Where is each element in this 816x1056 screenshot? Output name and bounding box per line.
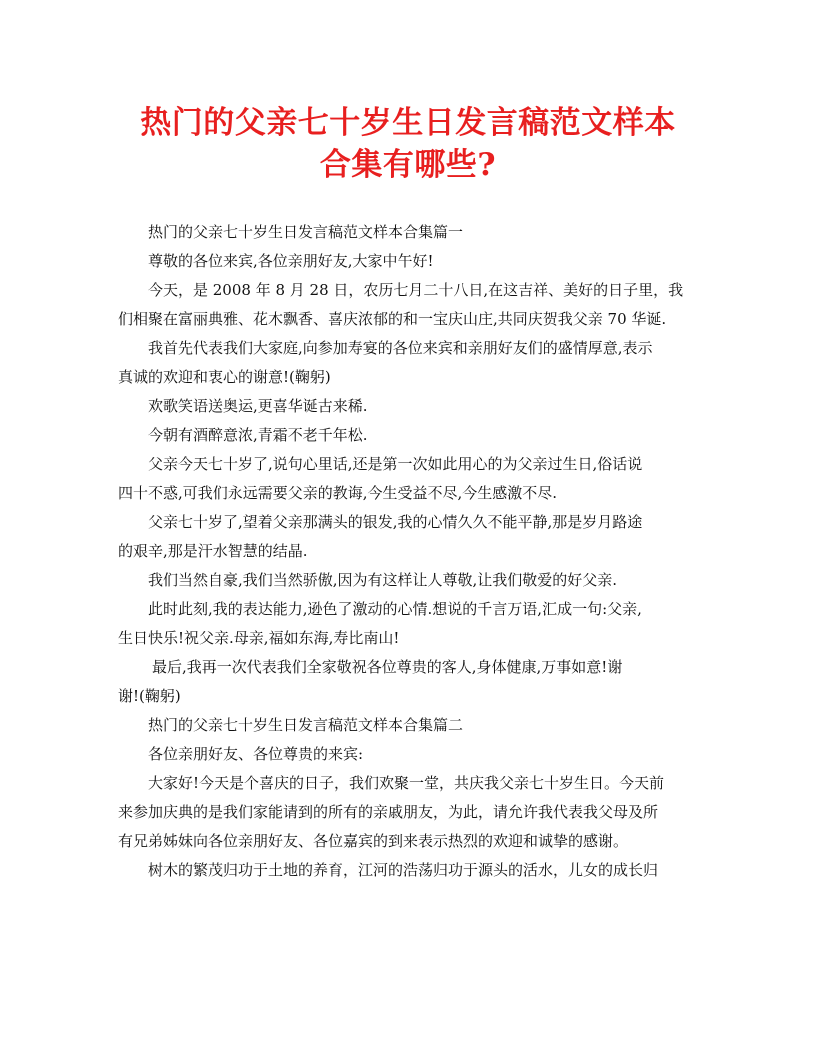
paragraph-line: 我们当然自豪,我们当然骄傲,因为有这样让人尊敬,让我们敬爱的好父亲.	[148, 571, 618, 589]
paragraph-line: 欢歌笑语送奥运,更喜华诞古来稀.	[148, 397, 368, 415]
paragraph-line: 有兄弟姊妹向各位亲朋好友、各位嘉宾的到来表示热烈的欢迎和诚挚的感谢。	[118, 832, 629, 850]
document-title	[118, 102, 698, 186]
paragraph-line: 我首先代表我们大家庭,向参加寿宴的各位来宾和亲朋好友们的盛情厚意,表示	[148, 339, 653, 357]
title-line: 合集有哪些?	[319, 147, 497, 183]
paragraph-line: 父亲七十岁了,望着父亲那满头的银发,我的心情久久不能平静,那是岁月路途	[148, 513, 643, 531]
paragraph-line: 父亲今天七十岁了,说句心里话,还是第一次如此用心的为父亲过生日,俗话说	[148, 455, 643, 473]
paragraph-line: 生日快乐!祝父亲.母亲,福如东海,寿比南山!	[118, 629, 400, 647]
paragraph-line: 最后,我再一次代表我们全家敬祝各位尊贵的客人,身体健康,万事如意!谢	[152, 658, 623, 676]
paragraph-line: 今朝有酒醉意浓,青霜不老千年松.	[148, 426, 368, 444]
paragraph-line: 此时此刻,我的表达能力,逊色了激动的心情.想说的千言万语,汇成一句:父亲,	[148, 600, 642, 618]
document-body	[118, 218, 698, 885]
section-heading: 热门的父亲七十岁生日发言稿范文样本合集篇二	[148, 716, 464, 734]
paragraph-line: 树木的繁茂归功于土地的养育，江河的浩荡归功于源头的活水，儿女的成长归	[148, 861, 659, 879]
paragraph-line: 谢!(鞠躬)	[118, 687, 181, 705]
paragraph-line: 们相聚在富丽典雅、花木飘香、喜庆浓郁的和一宝庆山庄,共同庆贺我父亲 70 华诞.	[118, 310, 667, 328]
paragraph-line: 各位亲朋好友、各位尊贵的来宾:	[148, 745, 364, 763]
section-heading: 热门的父亲七十岁生日发言稿范文样本合集篇一	[148, 223, 464, 241]
paragraph-line: 的艰辛,那是汗水智慧的结晶.	[118, 542, 308, 560]
title-line: 热门的父亲七十岁生日发言稿范文样本	[140, 105, 676, 141]
paragraph-line: 真诚的欢迎和衷心的谢意!(鞠躬)	[118, 368, 331, 386]
paragraph-line: 大家好!今天是个喜庆的日子，我们欢聚一堂，共庆我父亲七十岁生日。今天前	[148, 774, 665, 792]
paragraph-line: 今天，是 2008 年 8 月 28 日，农历七月二十八日,在这吉祥、美好的日子里，我	[148, 281, 684, 299]
paragraph-line: 四十不惑,可我们永远需要父亲的教诲,今生受益不尽,今生感激不尽.	[118, 484, 558, 502]
paragraph-line: 尊敬的各位来宾,各位亲朋好友,大家中午好!	[148, 252, 434, 270]
paragraph-line: 来参加庆典的是我们家能请到的所有的亲戚朋友，为此，请允许我代表我父母及所	[118, 803, 659, 821]
